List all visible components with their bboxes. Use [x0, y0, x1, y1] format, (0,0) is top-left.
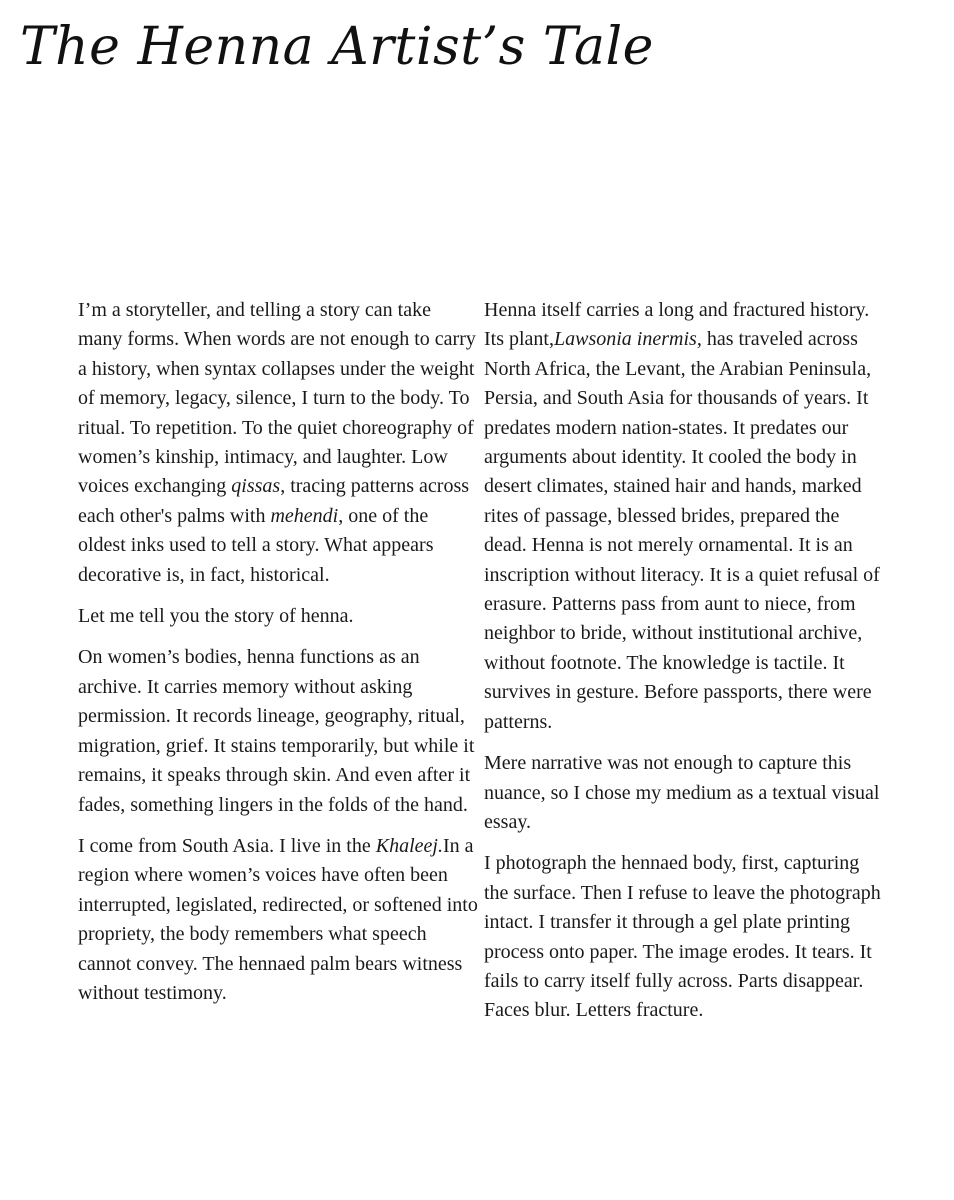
paragraph-text: I’m a storyteller, and telling a story can take many forms. When words are not enough to carry a history, when syntax collapses under the weight of memory, legacy, silence, I turn to the body. To ritual. To repetition. To the quiet choreography of women’s kinship, intimacy, and laughter. Low voices exchanging [78, 299, 476, 498]
italic-term-khaleej: Khaleej. [375, 834, 443, 857]
paragraph-south-asia [78, 832, 478, 1008]
right-column [484, 296, 884, 1038]
paragraph-text: , one of the oldest inks used to tell a story. What appears decorative is, in fact, historical. [78, 504, 434, 586]
paragraph-medium: Mere narrative was not enough to capture this nuance, so I chose my medium as a textual visual essay. [484, 752, 880, 833]
paragraph-text: In a region where women’s voices have often been interrupted, legislated, redirected, or softened into propriety, the body remembers what speech cannot convey. The hennaed palm bears witness without testimony. [78, 834, 478, 1004]
paragraph-process: I photograph the hennaed body, first, capturing the surface. Then I refuse to leave the photograph intact. I transfer it through a gel plate printing process onto paper. The image erodes. It tears. It fails to carry itself fully across. Parts disappear. Faces blur. Letters fracture. [484, 852, 881, 1022]
paragraph-storyteller [78, 296, 478, 590]
italic-term-mehendi: mehendi [270, 504, 339, 527]
italic-term-qissas: qissas [231, 475, 281, 498]
paragraph-archive: On women’s bodies, henna functions as an archive. It carries memory without asking permission. It records lineage, geography, ritual, migration, grief. It stains temporarily, but while it remains, it speaks through skin. And even after it fades, something lingers in the folds of the hand. [78, 646, 475, 816]
italic-term-lawsonia: Lawsonia inermis [554, 328, 697, 351]
paragraph-text: I come from South Asia. I live in the [78, 834, 376, 857]
page-title: The Henna Artist’s Tale [20, 17, 654, 77]
left-column [78, 296, 478, 1020]
paragraph-text: , tracing patterns across each other's palms with [78, 475, 470, 527]
paragraph-history [484, 296, 884, 737]
paragraph-text: Henna itself carries a long and fractured history. Its plant, [484, 299, 870, 351]
paragraph-story-of-henna: Let me tell you the story of henna. [78, 605, 354, 628]
paragraph-text: , has traveled across North Africa, the Levant, the Arabian Peninsula, Persia, and South Asia for thousands of years. It predates modern nation-states. It predates our arguments about identity. It cooled the body in desert climates, stained hair and hands, marked rites of passage, blessed brides, prepared the dead. Henna is not merely ornamental. It is an inscription without literacy. It is a quiet refusal of erasure. Patterns pass from aunt to niece, from neighbor to bride, without institutional archive, without footnote. The knowledge is tactile. It survives in gesture. Before passports, there were patterns. [484, 328, 880, 733]
